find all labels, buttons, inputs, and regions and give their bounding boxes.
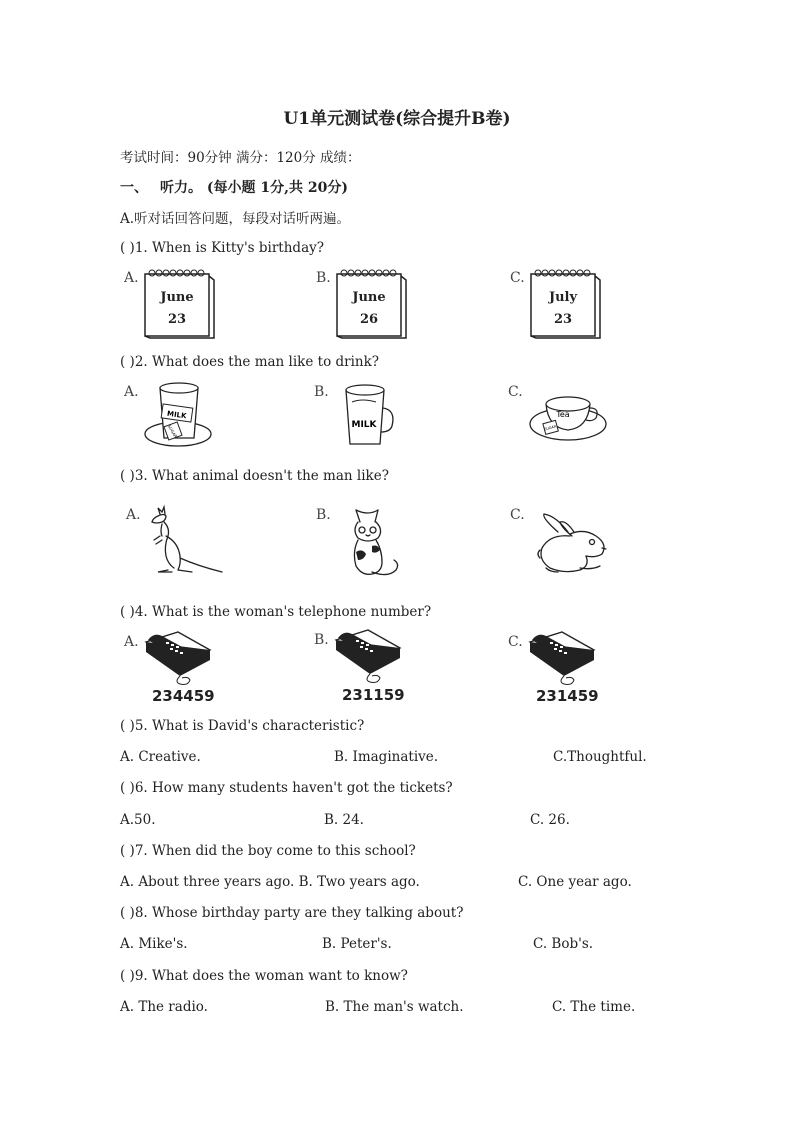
calendar-icon-a: [144, 268, 216, 340]
page-title: U1单元测试卷(综合提升B卷): [283, 109, 511, 129]
svg-text:MILK: MILK: [166, 409, 187, 421]
q8-option-c: C. Bob's.: [533, 936, 594, 952]
milk-mug-icon: [340, 380, 400, 452]
q8-option-a: A. Mike's.: [120, 936, 188, 952]
question-8: ( )8. Whose birthday party are they talking about?: [120, 905, 464, 921]
q2-option-c-letter: C.: [508, 384, 523, 400]
svg-text:SUGAR: SUGAR: [543, 424, 557, 432]
q3-option-a-letter: A.: [126, 507, 141, 523]
section-heading: 听力。 (每小题 1分,共 20分): [160, 180, 348, 196]
section-number: 一、: [120, 180, 148, 196]
phone-number-c: 231459: [536, 687, 599, 705]
telephone-icon-b: [334, 628, 406, 684]
milk-glass-icon: [144, 380, 216, 452]
question-5: ( )5. What is David's characteristic?: [120, 718, 365, 734]
q6-option-a: A.50.: [120, 812, 156, 828]
rabbit-icon: [536, 512, 612, 576]
q4-option-b-letter: B.: [314, 632, 329, 648]
cat-icon: [348, 506, 404, 582]
question-9: ( )9. What does the woman want to know?: [120, 968, 408, 984]
calendar-day-b: 26: [359, 312, 379, 327]
q5-option-b: B. Imaginative.: [334, 749, 439, 765]
sub-instruction: A.听对话回答问题，每段对话听两遍。: [120, 211, 351, 227]
q4-option-c-letter: C.: [508, 634, 523, 650]
telephone-icon-a: [144, 630, 216, 686]
q2-option-a-letter: A.: [124, 384, 139, 400]
calendar-month-b: June: [352, 290, 386, 305]
question-2: ( )2. What does the man like to drink?: [120, 354, 380, 370]
question-4: ( )4. What is the woman's telephone number?: [120, 604, 432, 620]
q1-option-a-letter: A.: [124, 270, 139, 286]
q5-option-c: C.Thoughtful.: [553, 749, 647, 765]
question-3: ( )3. What animal doesn't the man like?: [120, 468, 389, 484]
tea-cup-icon: [528, 384, 608, 448]
q5-option-a: A. Creative.: [120, 749, 201, 765]
q7-option-c: C. One year ago.: [518, 874, 632, 890]
q1-option-b-letter: B.: [316, 270, 331, 286]
calendar-icon-c: [530, 268, 602, 340]
q9-option-a: A. The radio.: [120, 999, 208, 1015]
svg-text:SUGAR: SUGAR: [166, 423, 179, 439]
q9-option-c: C. The time.: [552, 999, 636, 1015]
q7-option-ab: A. About three years ago. B. Two years ago.: [120, 874, 420, 890]
telephone-icon-c: [528, 630, 600, 686]
q3-option-b-letter: B.: [316, 507, 331, 523]
q4-option-a-letter: A.: [124, 634, 139, 650]
calendar-month-a: June: [160, 290, 194, 305]
calendar-day-c: 23: [553, 312, 573, 327]
calendar-day-a: 23: [167, 312, 187, 327]
exam-info: 考试时间：90分钟 满分：120分 成绩：: [120, 150, 361, 166]
question-6: ( )6. How many students haven't got the tickets?: [120, 780, 453, 796]
phone-number-a: 234459: [152, 687, 215, 705]
svg-text:Tea: Tea: [556, 410, 570, 419]
q3-option-c-letter: C.: [510, 507, 525, 523]
svg-text:MILK: MILK: [351, 420, 377, 430]
q6-option-b: B. 24.: [324, 812, 364, 828]
question-1: ( )1. When is Kitty's birthday?: [120, 240, 324, 256]
q1-option-c-letter: C.: [510, 270, 525, 286]
question-7: ( )7. When did the boy come to this school?: [120, 843, 416, 859]
phone-number-b: 231159: [342, 686, 405, 704]
q2-option-b-letter: B.: [314, 384, 329, 400]
q6-option-c: C. 26.: [530, 812, 570, 828]
kangaroo-icon: [148, 506, 226, 578]
calendar-icon-b: [336, 268, 408, 340]
q8-option-b: B. Peter's.: [322, 936, 392, 952]
q9-option-b: B. The man's watch.: [325, 999, 464, 1015]
calendar-month-c: July: [548, 290, 578, 305]
